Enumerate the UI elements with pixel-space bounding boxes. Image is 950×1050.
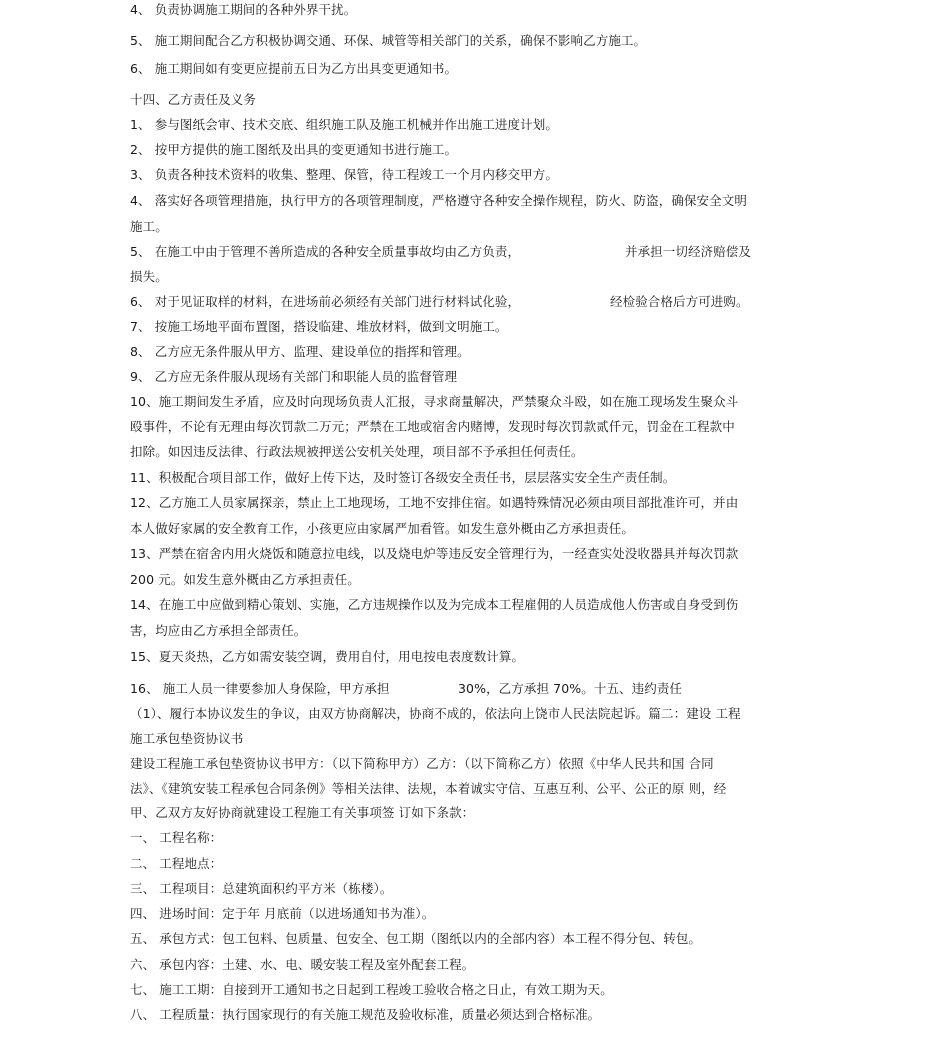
- text-line: 殴事件，不论有无理由每次罚款二万元；严禁在工地或宿舍内赌博，发现时每次罚款贰仟元，罚金在工程款中: [130, 419, 735, 434]
- text-line: 一、 工程名称：: [130, 830, 223, 845]
- text-line: 11、积极配合项目部工作，做好上传下达，及时签订各级安全责任书，层层落实安全生产责任制。: [130, 470, 676, 485]
- text-line: 二、 工程地点：: [130, 856, 223, 871]
- text-line: 六、 承包内容：土建、水、电、暖安装工程及室外配套工程。: [130, 957, 475, 972]
- text-line: 害，均应由乙方承担全部责任。: [130, 623, 307, 638]
- text-line: 2、 按甲方提供的施工图纸及出具的变更通知书进行施工。: [130, 142, 458, 157]
- text-line: 3、 负责各种技术资料的收集、整理、保管，待工程竣工一个月内移交甲方。: [130, 167, 558, 182]
- text-line: 30%，乙方承担 70%。十五、违约责任: [458, 681, 683, 696]
- text-line: 4、 落实好各项管理措施，执行甲方的各项管理制度，严格遵守各种安全操作规程，防火、防盗，确保安全文明: [130, 193, 747, 208]
- text-line: 经检验合格后方可进购。: [610, 294, 749, 309]
- text-line: 五、 承包方式：包工包料、包质量、包安全、包工期（图纸以内的全部内容）本工程不得分包、转包。: [130, 931, 702, 946]
- text-line: 施工承包垫资协议书: [130, 731, 244, 746]
- text-line: 5、 施工期间配合乙方积极协调交通、环保、城管等相关部门的关系，确保不影响乙方施工。: [130, 33, 647, 48]
- text-line: 1、 参与图纸会审、技术交底、组织施工队及施工机械并作出施工进度计划。: [130, 117, 558, 132]
- text-line: 5、 在施工中由于管理不善所造成的各种安全质量事故均由乙方负责，: [130, 244, 521, 259]
- text-line: 15、夏天炎热，乙方如需安装空调，费用自付，用电按电表度数计算。: [130, 649, 525, 664]
- text-line: 施工。: [130, 219, 168, 234]
- text-line: 四、 进场时间：定于年 月底前（以进场通知书为准）。: [130, 906, 435, 921]
- text-line: 建设工程施工承包垫资协议书甲方：（以下简称甲方）乙方：（以下简称乙方）依照《中华人民共和国 合同: [130, 756, 714, 771]
- text-line: 12、乙方施工人员家属探亲，禁止上工地现场，工地不安排住宿。如遇特殊情况必须由项目部批准许可，并由: [130, 495, 739, 510]
- text-line: 扣除。如因违反法律、行政法规被押送公安机关处理，项目部不予承担任何责任。: [130, 444, 584, 459]
- section-heading: 十四、乙方责任及义务: [130, 92, 257, 107]
- text-line: 9、 乙方应无条件服从现场有关部门和职能人员的监督管理: [130, 369, 458, 384]
- text-line: 14、在施工中应做到精心策划、实施，乙方违规操作以及为完成本工程雇佣的人员造成他人伤害或自身受到伤: [130, 597, 739, 612]
- text-line: 并承担一切经济赔偿及: [625, 244, 752, 259]
- text-line: 法》、《建筑安装工程承包合同条例》等相关法律、法规，本着诚实守信、互惠互利、公平、公正的原 则，经: [130, 781, 727, 796]
- text-line: 七、 施工工期：自接到开工通知书之日起到工程竣工验收合格之日止，有效工期为天。: [130, 982, 613, 997]
- text-line: 甲、乙双方友好协商就建设工程施工有关事项签 订如下条款：: [130, 805, 475, 820]
- text-line: （1）、履行本协议发生的争议，由双方协商解决，协商不成的，依法向上饶市人民法院起诉。篇二：建设 工程: [130, 706, 741, 721]
- text-line: 6、 施工期间如有变更应提前五日为乙方出具变更通知书。: [130, 61, 458, 76]
- text-line: 八、 工程质量：执行国家现行的有关施工规范及验收标准，质量必须达到合格标准。: [130, 1007, 601, 1022]
- text-line: 6、 对于见证取样的材料，在进场前必须经有关部门进行材料试化验，: [130, 294, 521, 309]
- text-line: 7、 按施工场地平面布置图，搭设临建、堆放材料，做到文明施工。: [130, 319, 508, 334]
- text-line: 10、施工期间发生矛盾，应及时向现场负责人汇报，寻求商量解决，严禁聚众斗殴，如在施工现场发生聚众斗: [130, 394, 739, 409]
- text-line: 200 元。如发生意外概由乙方承担责任。: [130, 572, 360, 587]
- text-line: 13、严禁在宿舍内用火烧饭和随意拉电线，以及烧电炉等违反安全管理行为，一经查实处没收器具并每次罚款: [130, 546, 739, 561]
- text-line: 16、 施工人员一律要参加人身保险，甲方承担: [130, 681, 390, 696]
- text-line: 损失。: [130, 269, 168, 284]
- text-line: 本人做好家属的安全教育工作，小孩更应由家属严加看管。如发生意外概由乙方承担责任。: [130, 521, 635, 536]
- text-line: 8、 乙方应无条件服从甲方、监理、建设单位的指挥和管理。: [130, 344, 470, 359]
- text-line: 4、 负责协调施工期间的各种外界干扰。: [130, 2, 357, 17]
- text-line: 三、 工程项目：总建筑面积约平方米（栋楼）。: [130, 881, 393, 896]
